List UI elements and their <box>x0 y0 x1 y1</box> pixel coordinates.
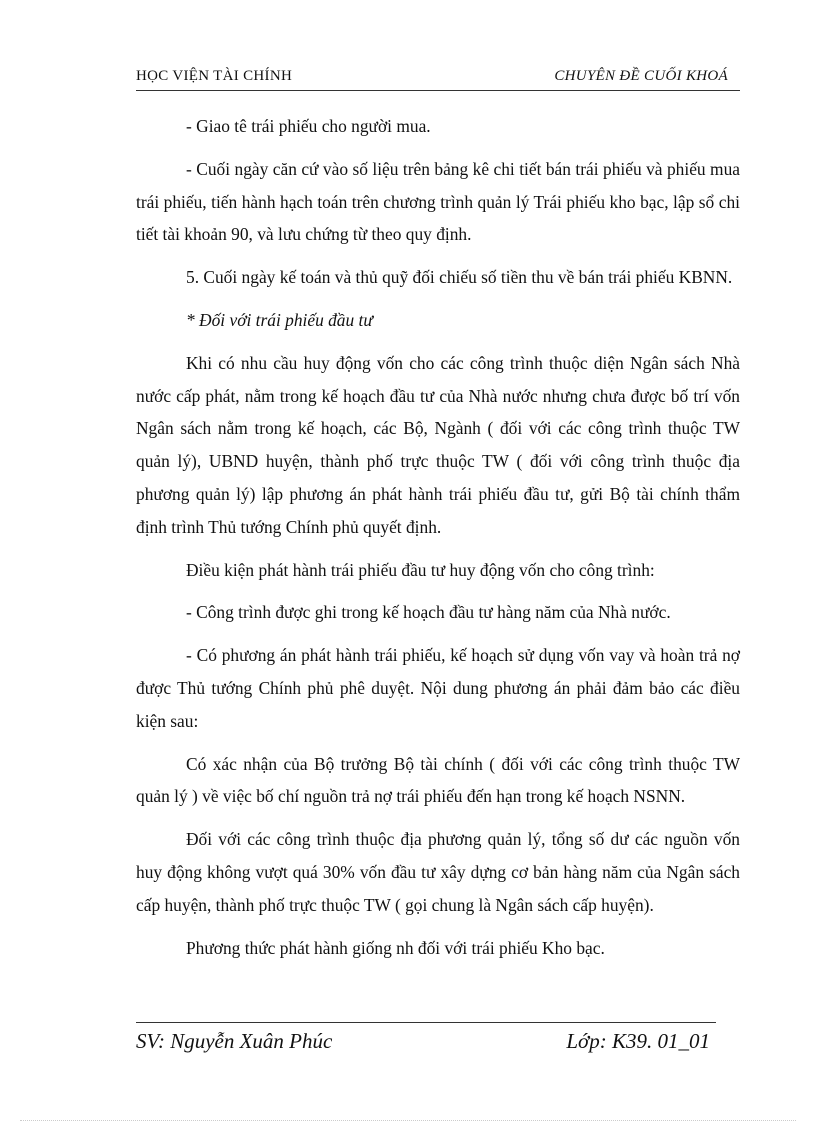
paragraph: Khi có nhu cầu huy động vốn cho các công trình thuộc diện Ngân sách Nhà nước cấp phát, nằm trong kế hoạch đầu tư của Nhà nước nhưng chưa được bố trí vốn Ngân sách nằm trong kế hoạch, các Bộ, Ngành ( đối với các công trình thuộc TW quản lý), UBND huyện, thành phố trực thuộc TW ( đối với công trình thuộc địa phương quản lý) lập phương án phát hành trái phiếu đầu tư, gửi Bộ tài chính thẩm định trình Thủ tướng Chính phủ quyết định. <box>136 352 740 537</box>
paragraph: - Có phương án phát hành trái phiếu, kế hoạch sử dụng vốn vay và hoàn trả nợ được Thủ tướng Chính phủ phê duyệt. Nội dung phương án phải đảm bảo các điều kiện sau: <box>136 645 740 731</box>
paragraph: Phương thức phát hành giống nh đối với trái phiếu Kho bạc. <box>186 937 605 958</box>
student-name: SV: Nguyễn Xuân Phúc <box>136 1029 333 1053</box>
paragraph: 5. Cuối ngày kế toán và thủ quỹ đối chiếu số tiền thu về bán trái phiếu KBNN. <box>186 267 733 288</box>
paragraph: Điều kiện phát hành trái phiếu đầu tư huy động vốn cho công trình: <box>186 559 655 580</box>
document-body <box>136 110 740 974</box>
page-footer <box>136 1022 716 1053</box>
page-header <box>136 68 740 91</box>
institution-name: HỌC VIỆN TÀI CHÍNH <box>136 68 293 84</box>
document-type: CHUYÊN ĐỀ CUỐI KHOÁ <box>554 68 728 84</box>
class-code: Lớp: K39. 01_01 <box>566 1029 710 1053</box>
page-bottom-divider <box>20 1120 796 1121</box>
section-heading: * Đối với trái phiếu đầu tư <box>186 309 373 330</box>
paragraph: - Cuối ngày căn cứ vào số liệu trên bảng kê chi tiết bán trái phiếu và phiếu mua trái phiếu, tiến hành hạch toán trên chương trình quản lý Trái phiếu kho bạc, lập sổ chi tiết tài khoản 90, và lưu chứng từ theo quy định. <box>136 158 740 245</box>
paragraph: - Công trình được ghi trong kế hoạch đầu tư hàng năm của Nhà nước. <box>186 602 671 623</box>
paragraph: Đối với các công trình thuộc địa phương quản lý, tổng số dư các nguồn vốn huy động không vượt quá 30% vốn đầu tư xây dựng cơ bản hàng năm của Ngân sách cấp huyện, thành phố trực thuộc TW ( gọi chung là Ngân sách cấp huyện). <box>136 829 740 915</box>
paragraph: - Giao tê trái phiếu cho người mua. <box>186 116 431 136</box>
paragraph: Có xác nhận của Bộ trưởng Bộ tài chính ( đối với các công trình thuộc TW quản lý ) về việc bố chí nguồn trả nợ trái phiếu đến hạn trong kế hoạch NSNN. <box>136 753 740 807</box>
